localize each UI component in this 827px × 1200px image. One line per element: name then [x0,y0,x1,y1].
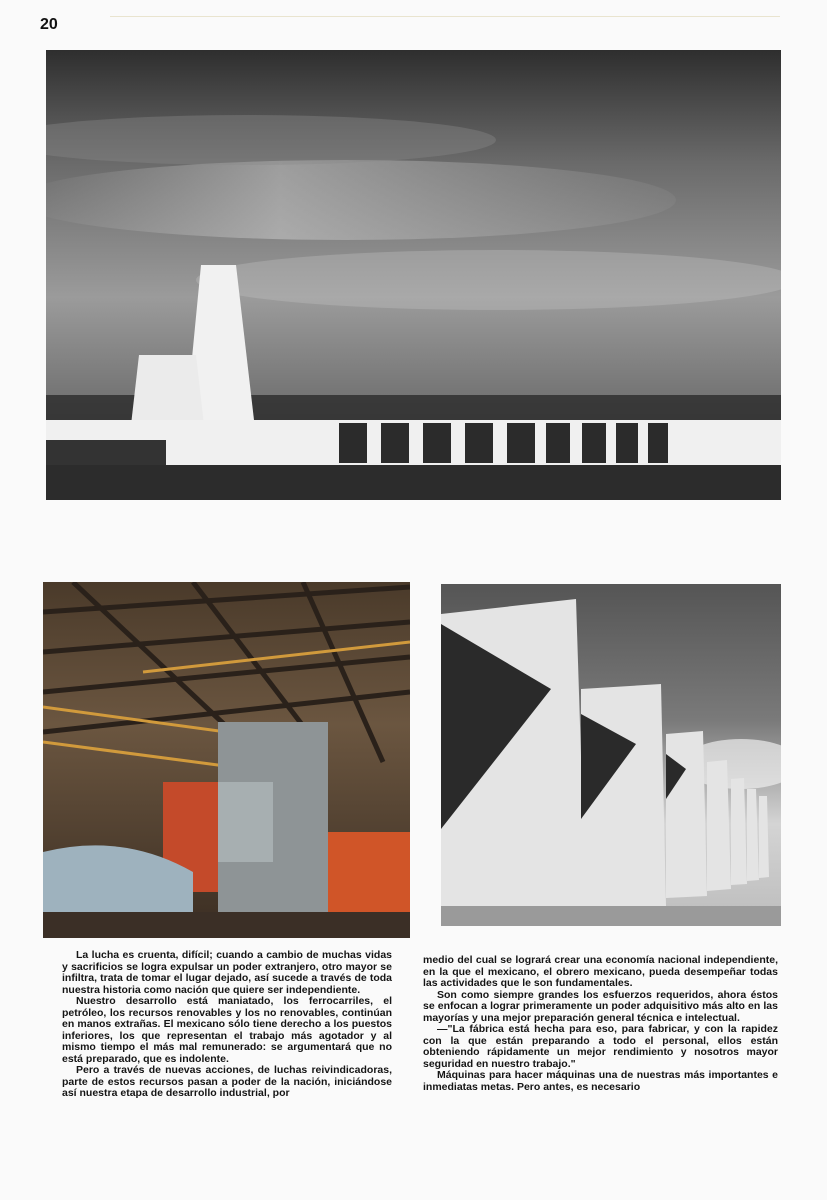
paragraph: La lucha es cruenta, difícil; cuando a cambio de muchas vidas y sacrificios se logra expulsar un poder extranjero, otro mayor se infiltra, trata de tomar el lugar dejado, así sucede a través de toda nuestra historia como nación que quiere ser independiente. [62,949,392,996]
concrete-columns-photo [441,584,781,926]
paragraph: Pero a través de nuevas acciones, de luchas reivindicadoras, parte de estos recursos pasan a poder de la nación, iniciándose así nuestra etapa de desarrollo industrial, por [62,1064,392,1099]
paragraph: Máquinas para hacer máquinas una de nuestras más importantes e inmediatas metas. Pero antes, es necesario [423,1069,778,1093]
paragraph: —"La fábrica está hecha para eso, para fabricar, y con la rapidez con la que están preparando a todo el personal, ellos están obteniendo rápidamente un mejor rendimiento y nosotros mayor seguridad en nuestro trabajo." [423,1023,778,1070]
paragraph: Nuestro desarrollo está maniatado, los ferrocarriles, el petróleo, los recursos renovables y los no renovables, continúan en manos extrañas. El mexicano sólo tiene derecho a los puestos inferiores, los que representan el trabajo más agotador y al mismo tiempo el más mal remunerado: se argumentará que no está preparado, que es indolente. [62,995,392,1065]
article-column-right [423,955,778,1093]
page-number: 20 [40,16,58,33]
factory-interior-photo [43,582,410,938]
paragraph: Son como siempre grandes los esfuerzos requeridos, ahora éstos se enfocan a lograr primeramente un poder adquisitivo más alto en las mayorías y una mejor preparación general técnica e intelectual. [423,988,778,1024]
top-rule [110,16,780,17]
paragraph: medio del cual se logrará crear una economía nacional independiente, en la que el mexicano, el obrero mexicano, pueda desempeñar todas las actividades que le son fundamentales. [423,954,778,989]
factory-exterior-photo [46,50,781,500]
article-column-left [62,950,392,1100]
